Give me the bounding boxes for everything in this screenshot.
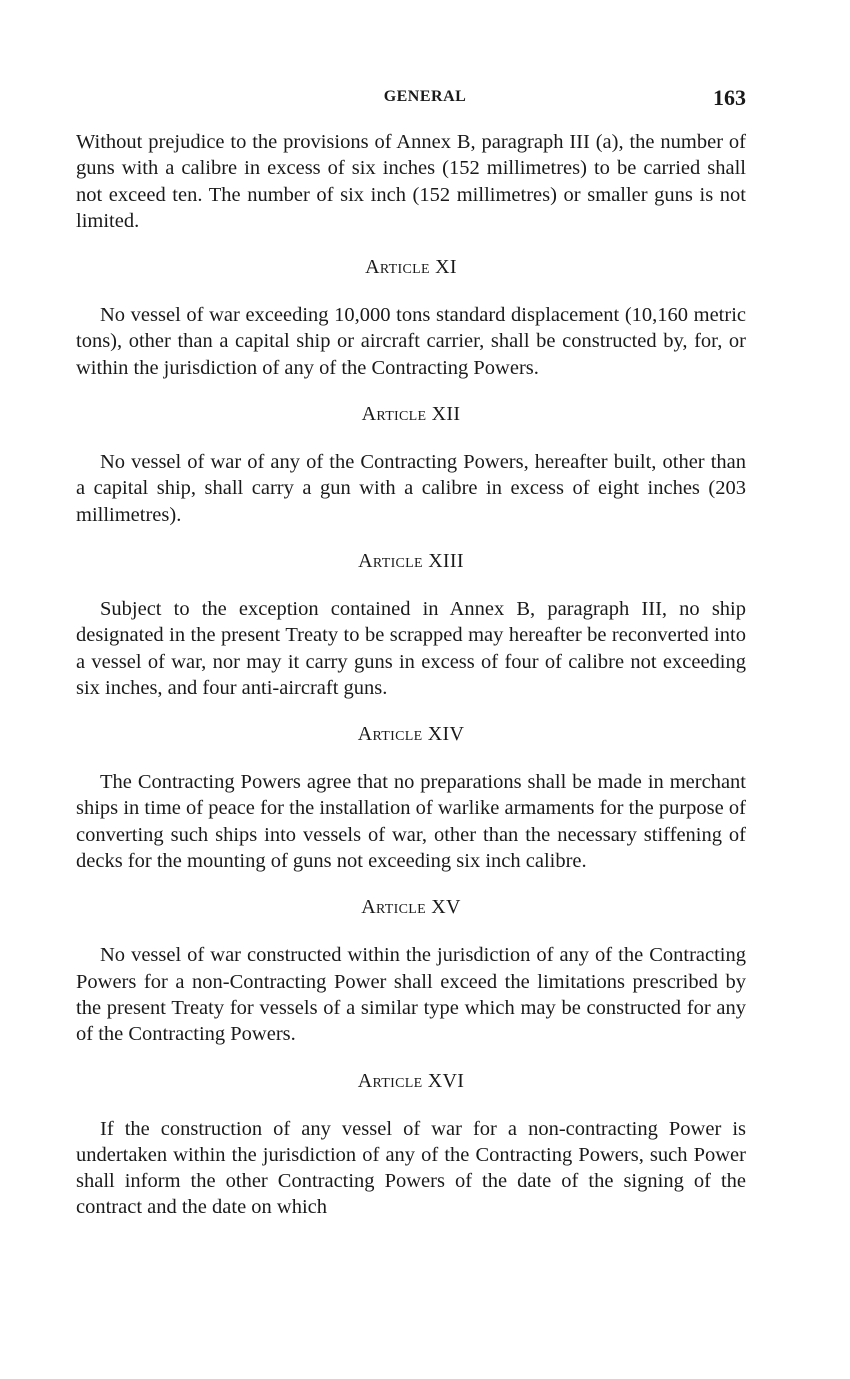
article-heading-xii <box>76 401 746 427</box>
article-heading-xiv <box>76 721 746 747</box>
running-title: GENERAL <box>383 88 467 105</box>
body-text <box>76 129 746 1221</box>
article-heading-word: Article <box>358 549 423 572</box>
article-xiv-text: The Contracting Powers agree that no preparations shall be made in merchant ships in time of peace for the installation of warlike armaments for the purpose of converting such ships into vessels of war, other than the necessary stiffening of decks for the mounting of guns not exceeding six inch calibre. <box>76 771 746 873</box>
intro-paragraph: Without prejudice to the provisions of Annex B, paragraph III (a), the number of guns with a calibre in excess of six inches (152 millimetres) to be carried shall not exceed ten. The number of six inch (152 millimetres) or smaller guns is not limited. <box>76 131 746 232</box>
article-xv-text: No vessel of war constructed within the jurisdiction of any of the Contracting Powers for a non-Contracting Power shall exceed the limitations prescribed by the present Treaty for vessels of a similar type which may be constructed for any of the Contracting Powers. <box>76 944 746 1046</box>
article-heading-xvi <box>76 1068 746 1094</box>
article-heading-numeral: XVI <box>427 1069 465 1092</box>
article-heading-word: Article <box>357 723 423 746</box>
article-heading-xv <box>76 894 746 920</box>
article-heading-numeral: XII <box>431 403 461 426</box>
article-xvi-text: If the construction of any vessel of war for a non-contracting Power is undertaken within the jurisdiction of any of the Contracting Powers, such Power shall inform the other Contracting Powers of the date of the signing of the contract and the date on which <box>76 1117 746 1219</box>
article-heading-word: Article <box>361 896 426 919</box>
article-heading-word: Article <box>365 256 430 279</box>
article-heading-numeral: XV <box>431 896 461 919</box>
article-heading-xi <box>76 254 746 280</box>
running-head <box>0 86 850 116</box>
article-heading-xiii <box>76 548 746 574</box>
article-heading-word: Article <box>361 403 427 426</box>
article-heading-numeral: XIII <box>428 549 464 572</box>
article-xi-text: No vessel of war exceeding 10,000 tons standard displacement (10,160 metric tons), other than a capital ship or aircraft carrier, shall be constructed by, for, or within the jurisdiction of any of the Contracting Powers. <box>76 304 746 379</box>
article-heading-numeral: XIV <box>427 723 465 746</box>
article-xiii-text: Subject to the exception contained in Annex B, paragraph III, no ship designated in the present Treaty to be scrapped may hereafter be reconverted into a vessel of war, nor may it carry guns in excess of four of calibre not exceeding six inches, and four anti-aircraft guns. <box>76 597 746 699</box>
article-xii-text: No vessel of war of any of the Contracting Powers, hereafter built, other than a capital ship, shall carry a gun with a calibre in excess of eight inches (203 millimetres). <box>76 451 746 526</box>
article-heading-word: Article <box>357 1069 423 1092</box>
article-heading-numeral: XI <box>435 256 457 279</box>
page-number: 163 <box>713 85 746 110</box>
